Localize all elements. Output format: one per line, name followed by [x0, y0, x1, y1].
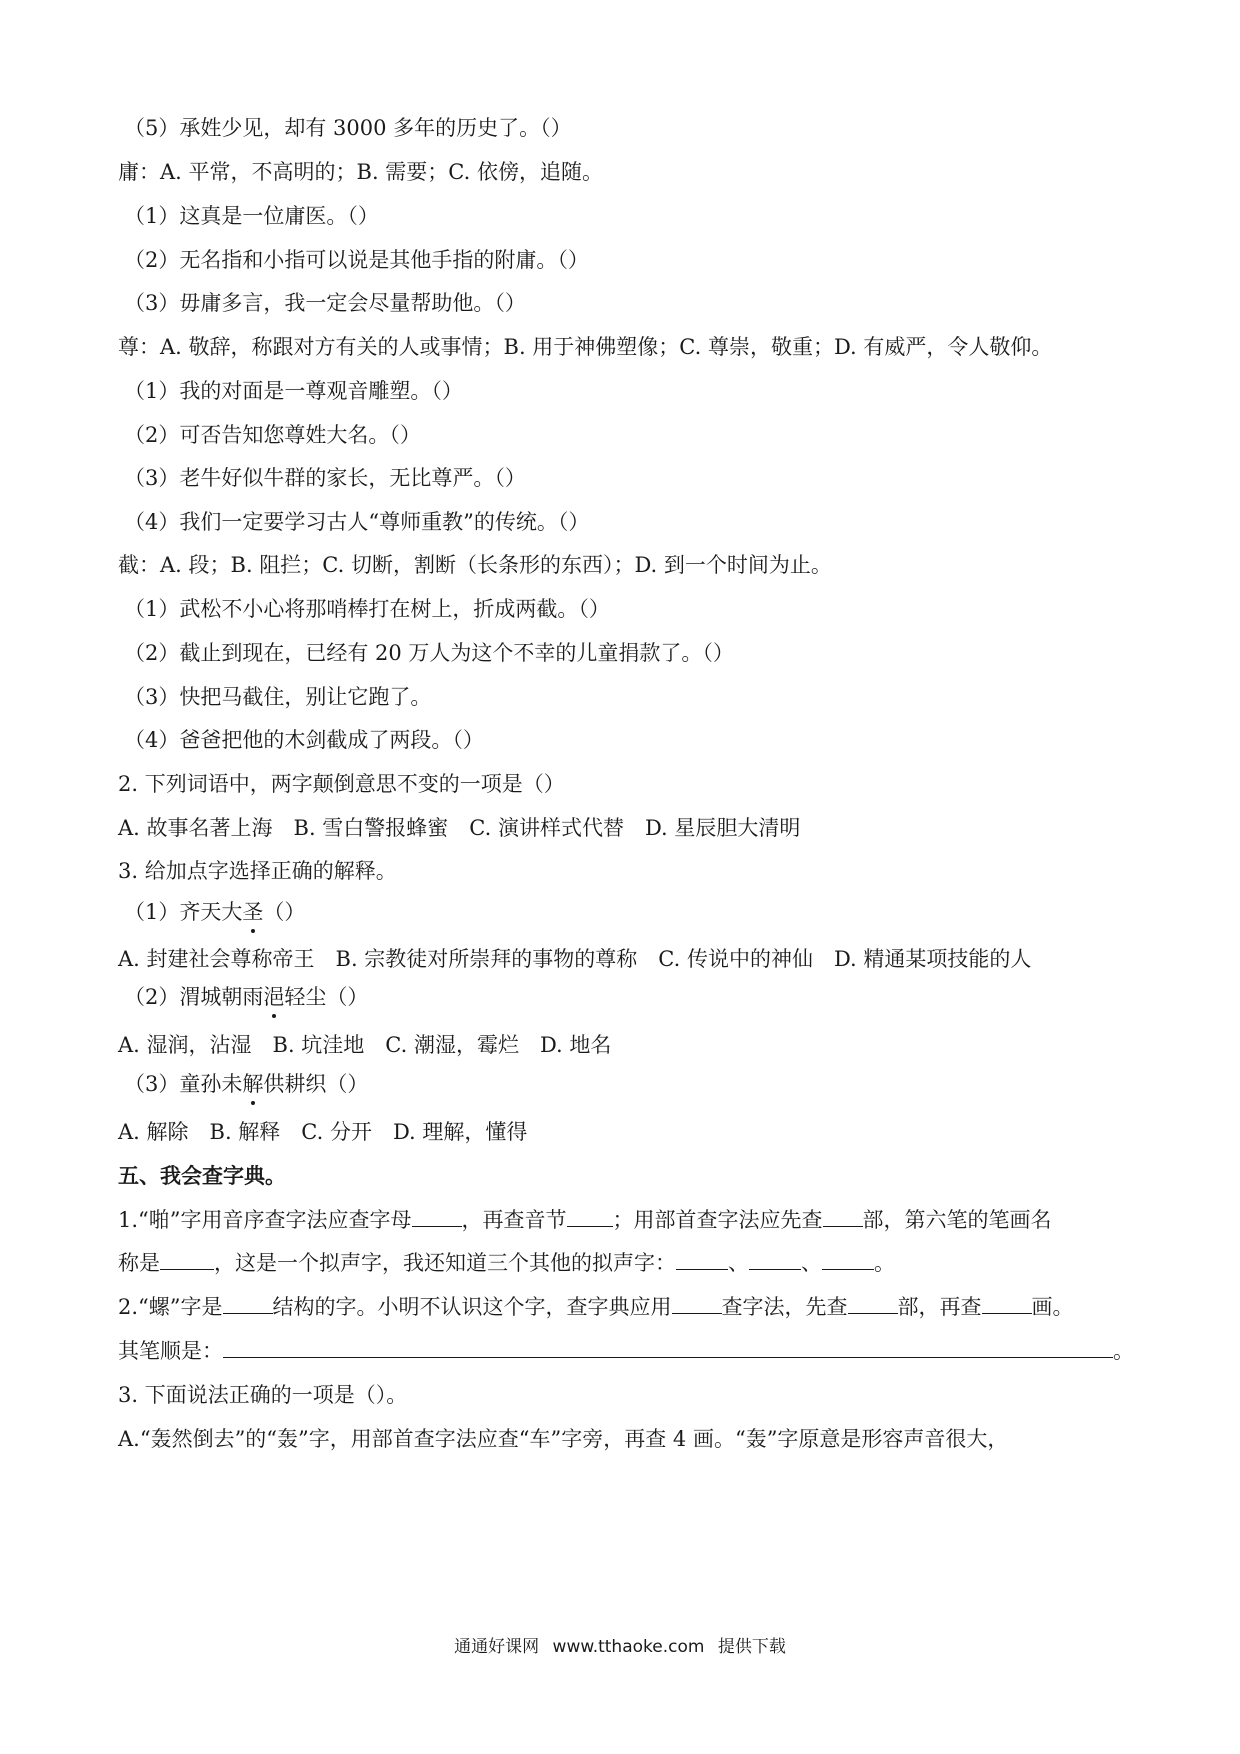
fill-in-question: 称是 ，这是一个拟声字，我还知道三个其他的拟声字： 、 、 。	[118, 1251, 895, 1275]
answer-blank[interactable]	[749, 1249, 801, 1270]
question-stem: 3. 下面说法正确的一项是（）。	[118, 1383, 408, 1407]
question-item: （2）可否告知您尊姓大名。（）	[124, 423, 421, 447]
question-stem: 2. 下列词语中，两字颠倒意思不变的一项是（）	[118, 772, 565, 796]
answer-blank[interactable]	[982, 1293, 1032, 1314]
fill-in-question: 2.“螺”字是 结构的字。小明不认识这个字，查字典应用 查字法，先查 部，再查 画。	[118, 1295, 1074, 1319]
answer-blank[interactable]	[412, 1206, 462, 1227]
definition-line: 尊：A. 敬辞，称跟对方有关的人或事情；B. 用于神佛塑像；C. 尊崇，敬重；D. 有威严，令人敬仰。	[118, 335, 1053, 359]
answer-option: A.“轰然倒去”的“轰”字，用部首查字法应查“车”字旁，再查 4 画。“轰”字原意是形容声音很大，	[118, 1427, 1009, 1451]
question-item: （3）老牛好似牛群的家长，无比尊严。（）	[124, 466, 526, 490]
question-item: （1）齐天大圣（）	[124, 900, 306, 924]
question-item: （1）武松不小心将那哨棒打在树上，折成两截。（）	[124, 597, 610, 621]
question-item: （1）这真是一位庸医。（）	[124, 204, 379, 228]
dotted-character: 解	[242, 1072, 264, 1096]
definition-line: 截：A. 段；B. 阻拦；C. 切断，割断（长条形的东西）；D. 到一个时间为止。	[118, 553, 832, 577]
answer-blank[interactable]	[822, 1249, 874, 1270]
section-heading: 五、我会查字典。	[118, 1164, 286, 1188]
fill-in-question: 1.“啪”字用音序查字法应查字母 ，再查音节 ；用部首查字法应先查 部，第六笔的笔画名	[118, 1208, 1052, 1232]
answer-blank[interactable]	[848, 1293, 898, 1314]
answer-blank[interactable]	[823, 1206, 863, 1227]
footer-url[interactable]: www.tthaoke.com	[552, 1637, 705, 1657]
page-footer	[0, 1632, 1240, 1657]
question-stem: 3. 给加点字选择正确的解释。	[118, 859, 397, 883]
dotted-character: 圣	[242, 900, 264, 924]
definition-line: 庸：A. 平常，不高明的；B. 需要；C. 依傍，追随。	[118, 160, 603, 184]
answer-blank[interactable]	[676, 1249, 728, 1270]
answer-options: A. 故事名著上海 B. 雪白警报蜂蜜 C. 演讲样式代替 D. 星辰胆大清明	[118, 816, 801, 840]
question-item: （3）毋庸多言，我一定会尽量帮助他。（）	[124, 291, 526, 315]
answer-blank[interactable]	[567, 1206, 613, 1227]
question-item: （1）我的对面是一尊观音雕塑。（）	[124, 379, 463, 403]
question-item: （2）无名指和小指可以说是其他手指的附庸。（）	[124, 248, 589, 272]
footer-suffix: 提供下载	[717, 1637, 786, 1657]
question-item: （3）快把马截住，别让它跑了。	[124, 685, 432, 709]
question-item: （4）爸爸把他的木剑截成了两段。（）	[124, 728, 484, 752]
question-item: （2）渭城朝雨浥轻尘（）	[124, 985, 369, 1009]
stroke-order-blank[interactable]	[223, 1337, 1113, 1358]
fill-in-question: 其笔顺是： 。	[118, 1339, 1134, 1363]
question-item: （3）童孙未解供耕织（）	[124, 1072, 369, 1096]
answer-options: A. 封建社会尊称帝王 B. 宗教徒对所崇拜的事物的尊称 C. 传说中的神仙 D. 精通某项技能的人	[118, 947, 1032, 971]
answer-options: A. 解除 B. 解释 C. 分开 D. 理解，懂得	[118, 1120, 528, 1144]
answer-blank[interactable]	[160, 1249, 214, 1270]
footer-site-name: 通通好课网	[454, 1637, 540, 1657]
dotted-character: 浥	[263, 985, 285, 1009]
answer-options: A. 湿润，沾湿 B. 坑洼地 C. 潮湿，霉烂 D. 地名	[118, 1033, 612, 1057]
question-item: （5）承姓少见，却有 3000 多年的历史了。（）	[124, 116, 572, 140]
question-item: （2）截止到现在，已经有 20 万人为这个不幸的儿童捐款了。（）	[124, 641, 734, 665]
answer-blank[interactable]	[672, 1293, 722, 1314]
answer-blank[interactable]	[223, 1293, 273, 1314]
question-item: （4）我们一定要学习古人“尊师重教”的传统。（）	[124, 510, 590, 534]
